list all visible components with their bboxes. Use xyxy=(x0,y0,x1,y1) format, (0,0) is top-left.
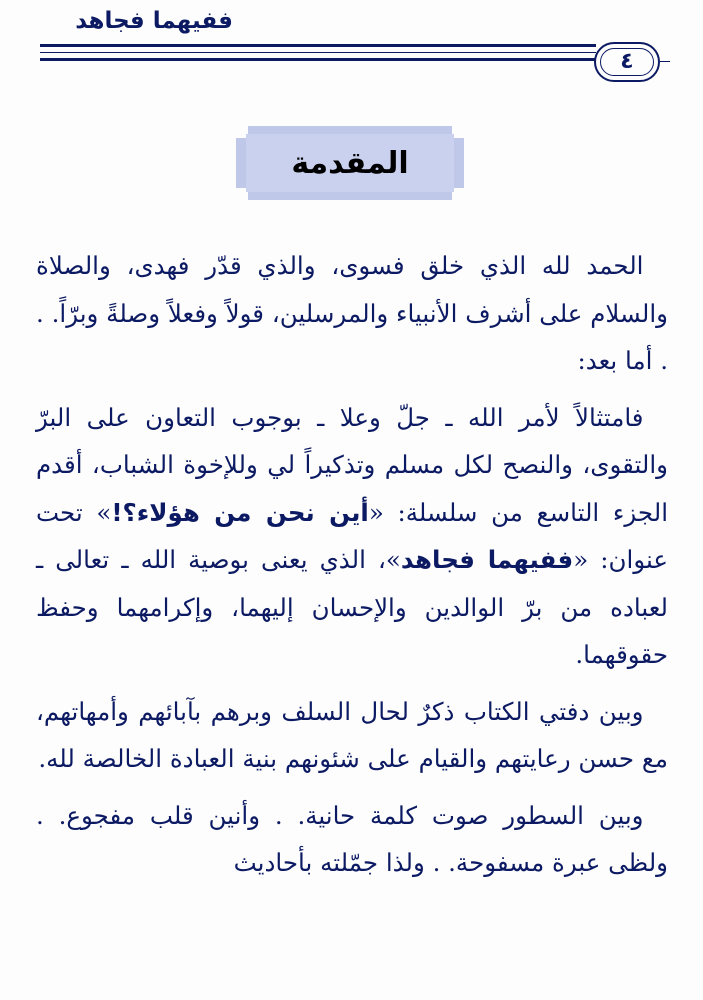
header-rule-bottom xyxy=(40,58,596,61)
chapter-heading: المقدمة xyxy=(291,145,409,181)
page-number: ٤ xyxy=(620,48,634,74)
header-rule-right xyxy=(660,61,670,62)
body-text xyxy=(36,242,668,887)
paragraph-text: فامتثالاً لأمر الله ـ جلّ وعلا ـ بوجوب التعاون على البرّ والتقوى، والنصح لكل مسلم وتذكيراً لي وللإخوة الشباب، أقدم الجزء التاسع من سلسلة: « xyxy=(36,402,669,527)
paragraph xyxy=(36,394,668,679)
book-title: ففيهما فجاهد xyxy=(400,545,574,574)
paragraph-text: »، الذي يعنى بوصية الله ـ تعالى ـ لعباده من برّ الوالدين والإحسان إليهما، وإكرامهما وحفظ حقوقهما. xyxy=(36,545,668,669)
paragraph xyxy=(36,792,668,887)
series-title: أين نحن من هؤلاء؟! xyxy=(111,497,369,527)
page-number-badge xyxy=(594,42,660,82)
chapter-heading-box xyxy=(236,126,464,200)
paragraph xyxy=(36,242,668,385)
paragraph-text: وبين دفتي الكتاب ذكرٌ لحال السلف وبرهم بآبائهم وأمهاتهم، مع حسن رعايتهم والقيام على شئونهم بنية العبادة الخالصة لله. xyxy=(36,696,668,773)
running-title: ففيهما فجاهد xyxy=(75,8,233,34)
paragraph-text: الحمد لله الذي خلق فسوى، والذي قدّر فهدى، والصلاة والسلام على أشرف الأنبياء والمرسلين، قولاً وفعلاً وصلةً وبرّاً. . . أما بعد: xyxy=(36,251,668,375)
header-rule-mid xyxy=(40,52,596,53)
chapter-heading-inner xyxy=(246,134,454,192)
header-rule-top xyxy=(40,44,596,47)
running-header xyxy=(0,0,703,80)
paragraph xyxy=(36,688,668,783)
paragraph-text: وبين السطور صوت كلمة حانية. . وأنين قلب مفجوع. . ولظى عبرة مسفوحة. . ولذا جمّلته بأحاديث xyxy=(36,800,668,877)
paragraph-text: » تحت عنوان: « xyxy=(36,497,669,574)
